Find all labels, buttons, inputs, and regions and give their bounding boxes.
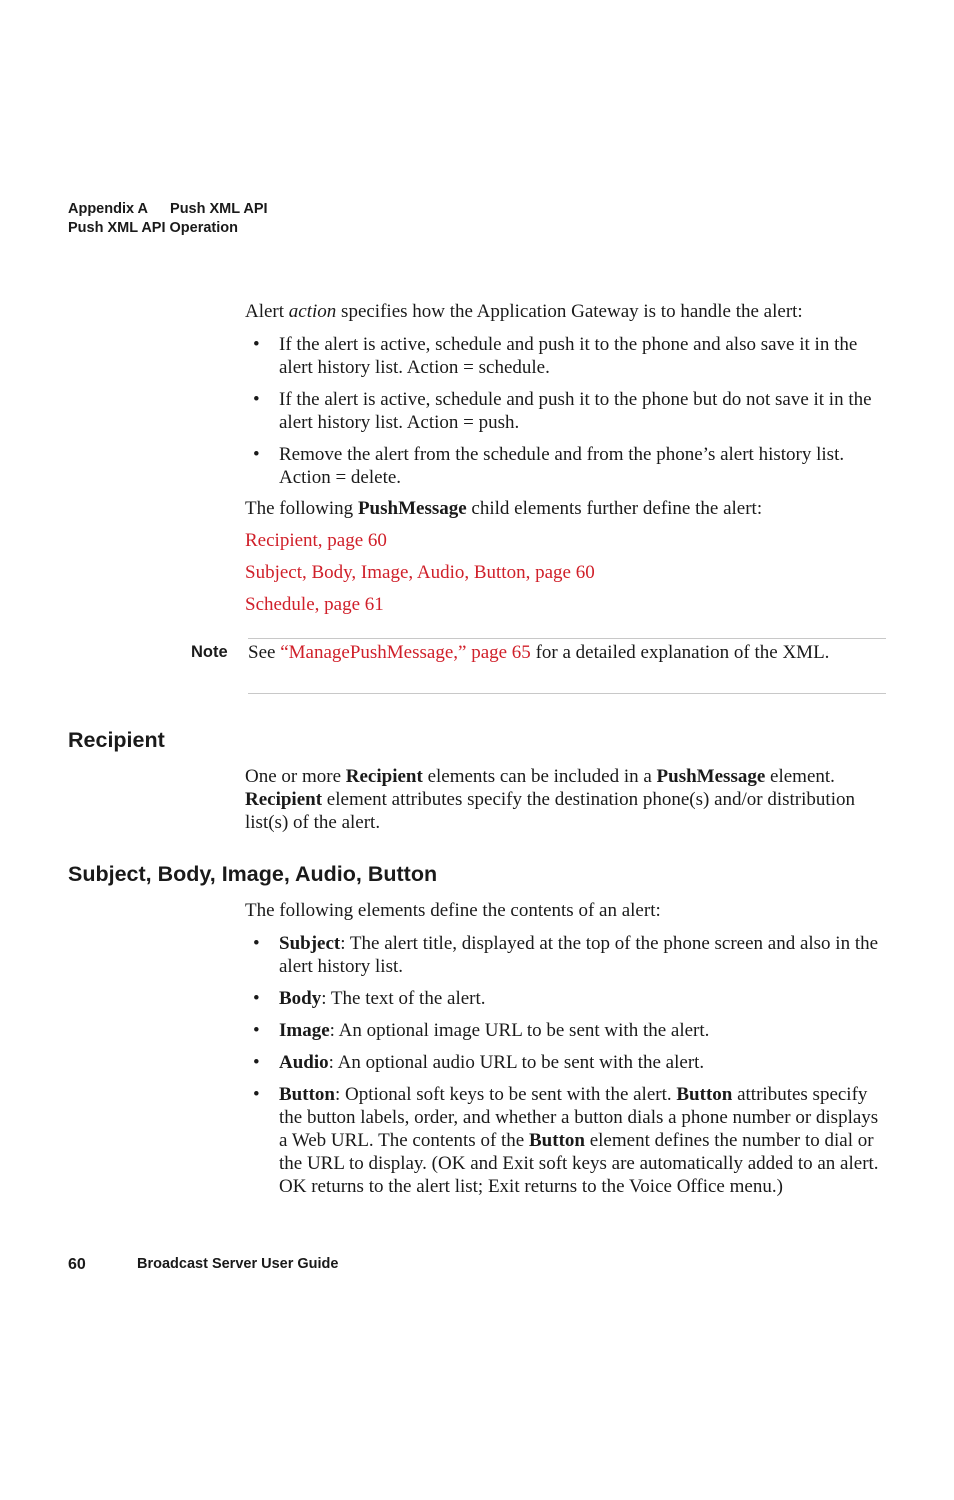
contents-item-image <box>245 1019 885 1042</box>
header-appendix: Appendix A <box>68 201 149 217</box>
intro-text: Alert <box>245 301 289 322</box>
contents-item-subject <box>245 932 885 978</box>
term-button: Button <box>279 1084 335 1105</box>
recipient-text-1: One or more <box>245 766 346 787</box>
contents-heading: Subject, Body, Image, Audio, Button <box>68 862 438 886</box>
xref-subject-body-link[interactable]: Subject, Body, Image, Audio, Button, page 60 <box>245 562 595 583</box>
child-intro-text: The following <box>245 498 358 519</box>
child-intro-bold-term: PushMessage <box>357 498 467 519</box>
note-text-start: See <box>248 642 281 663</box>
contents-item-audio <box>245 1051 885 1074</box>
desc-body: : The text of the alert. <box>321 988 486 1009</box>
note-bottom-rule <box>248 693 886 694</box>
contents-intro: The following elements define the contents of an alert: <box>245 900 661 921</box>
term-body: Body <box>279 988 322 1009</box>
recipient-paragraph <box>245 765 885 834</box>
term-image: Image <box>279 1020 330 1041</box>
note-text-end: for a detailed explanation of the XML. <box>530 642 830 663</box>
running-header <box>68 200 268 238</box>
recipient-bold-1: Recipient <box>345 766 423 787</box>
note-text <box>248 641 884 664</box>
contents-bullet-list <box>245 932 885 1198</box>
xref-recipient-link[interactable]: Recipient, page 60 <box>245 530 387 551</box>
desc-subject: : The alert title, displayed at the top of the phone screen and also in the alert history list. <box>279 933 879 977</box>
term-subject: Subject <box>279 933 341 954</box>
recipient-bold-3: Recipient <box>245 789 323 810</box>
desc-image: : An optional image URL to be sent with the alert. <box>329 1020 710 1041</box>
desc-button-bold-2: Button <box>529 1130 585 1151</box>
term-audio: Audio <box>279 1052 329 1073</box>
recipient-text-4: element attributes specify the destination phone(s) and/or distribution list(s) of the alert. <box>245 789 855 833</box>
page-number: 60 <box>68 1256 86 1273</box>
action-bullet-list <box>245 333 885 489</box>
contents-item-button <box>245 1083 885 1198</box>
child-intro-text-end: child elements further define the alert: <box>466 498 763 519</box>
note-label: Note <box>191 643 228 661</box>
action-bullet-schedule: • If the alert is active, schedule and push it to the phone and also save it in the alert history list. Action = schedule. <box>245 333 885 379</box>
intro-paragraph <box>245 300 885 323</box>
action-bullet-push: • If the alert is active, schedule and push it to the phone but do not save it in the alert history list. Action = push. <box>245 388 885 434</box>
child-elements-intro <box>245 497 885 520</box>
intro-text-end: specifies how the Application Gateway is to handle the alert: <box>336 301 803 322</box>
recipient-text-2: elements can be included in a <box>422 766 657 787</box>
desc-button-1: : Optional soft keys to be sent with the alert. <box>334 1084 677 1105</box>
desc-button-2: attributes specify the button labels, order, and whether a button dials a phone number or displays a Web URL. The contents of the <box>279 1084 879 1151</box>
desc-button-3: element defines the number to dial or the URL to display. (OK and Exit soft keys are automatically added to an alert. OK returns to the alert list; Exit returns to the Voice Office menu.) <box>279 1130 879 1197</box>
action-bullet-delete: • Remove the alert from the schedule and from the phone’s alert history list. Action = delete. <box>245 443 885 489</box>
desc-audio: : An optional audio URL to be sent with the alert. <box>328 1052 705 1073</box>
header-chapter: Push XML API <box>170 201 268 217</box>
intro-italic-term: action <box>288 301 337 322</box>
header-section: Push XML API Operation <box>68 220 238 236</box>
recipient-bold-2: PushMessage <box>656 766 766 787</box>
note-top-rule <box>248 638 886 639</box>
footer-title: Broadcast Server User Guide <box>137 1256 339 1272</box>
recipient-text-3: element. <box>765 766 835 787</box>
contents-item-body <box>245 987 885 1010</box>
recipient-heading: Recipient <box>68 728 165 752</box>
xref-schedule-link[interactable]: Schedule, page 61 <box>245 594 384 615</box>
desc-button-bold-1: Button <box>676 1084 733 1105</box>
note-xref-link[interactable]: “ManagePushMessage,” page 65 <box>280 642 531 663</box>
